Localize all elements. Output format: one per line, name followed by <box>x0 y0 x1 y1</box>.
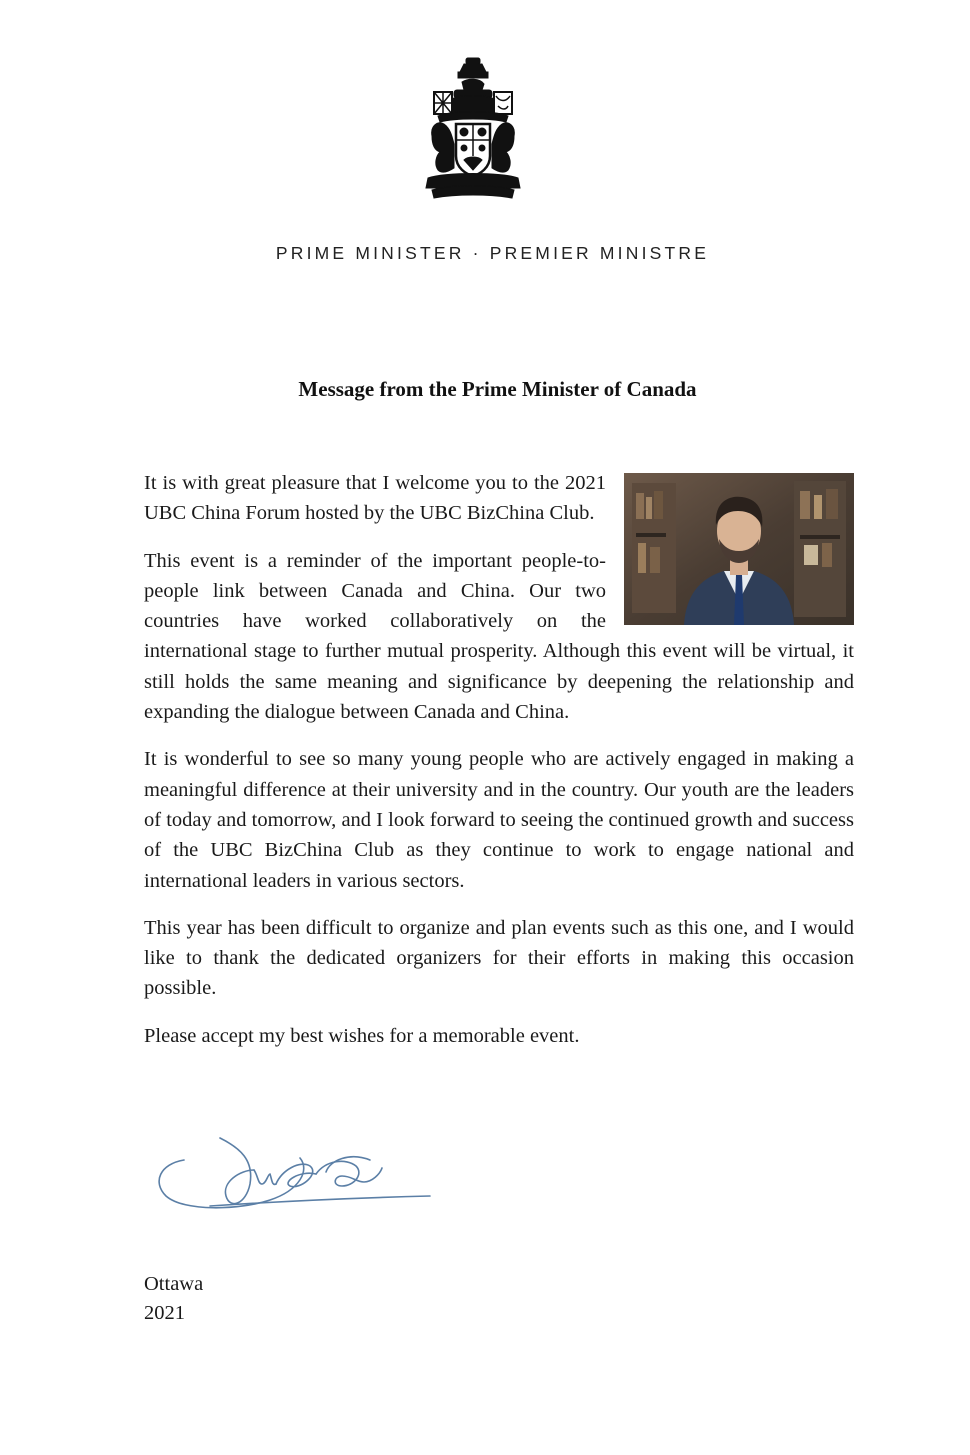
closing-place: Ottawa <box>144 1273 204 1295</box>
paragraph: It is with great pleasure that I welcome you to the 2021 UBC China Forum hosted by the UBC BizChina Club. <box>144 472 606 525</box>
closing-year: 2021 <box>144 1302 185 1324</box>
prime-minister-photo <box>624 473 854 625</box>
coat-of-arms-icon <box>424 56 522 204</box>
letter-body <box>144 468 854 1068</box>
paragraph: Please accept my best wishes for a memorable event. <box>144 1024 580 1047</box>
handwritten-signature <box>150 1130 440 1226</box>
paragraph: This year has been difficult to organize and plan events such as this one, and I would like to thank the dedicated organizers for their efforts in making this occasion possible. <box>144 916 854 1000</box>
closing-block <box>144 1270 203 1328</box>
letter-heading: Message from the Prime Minister of Canada <box>298 377 697 401</box>
office-title: PRIME MINISTER · PREMIER MINISTRE <box>275 243 710 263</box>
paragraph: It is wonderful to see so many young people who are actively engaged in making a meaningful difference at their university and in the country. Our youth are the leaders of today and tomorrow, and I look forward to seeing the continued growth and success of the UBC BizChina Club as they continue to work to engage national and international leaders in various sectors. <box>144 748 854 892</box>
paragraph: This event is a reminder of the important people-to-people link between Canada and China. Our two countries have worked collaboratively on the international stage to further mutual prosperity. Although this event will be virtual, it still holds the same meaning and significance by deepening the relationship and expanding the dialogue between Canada and China. <box>144 549 854 724</box>
